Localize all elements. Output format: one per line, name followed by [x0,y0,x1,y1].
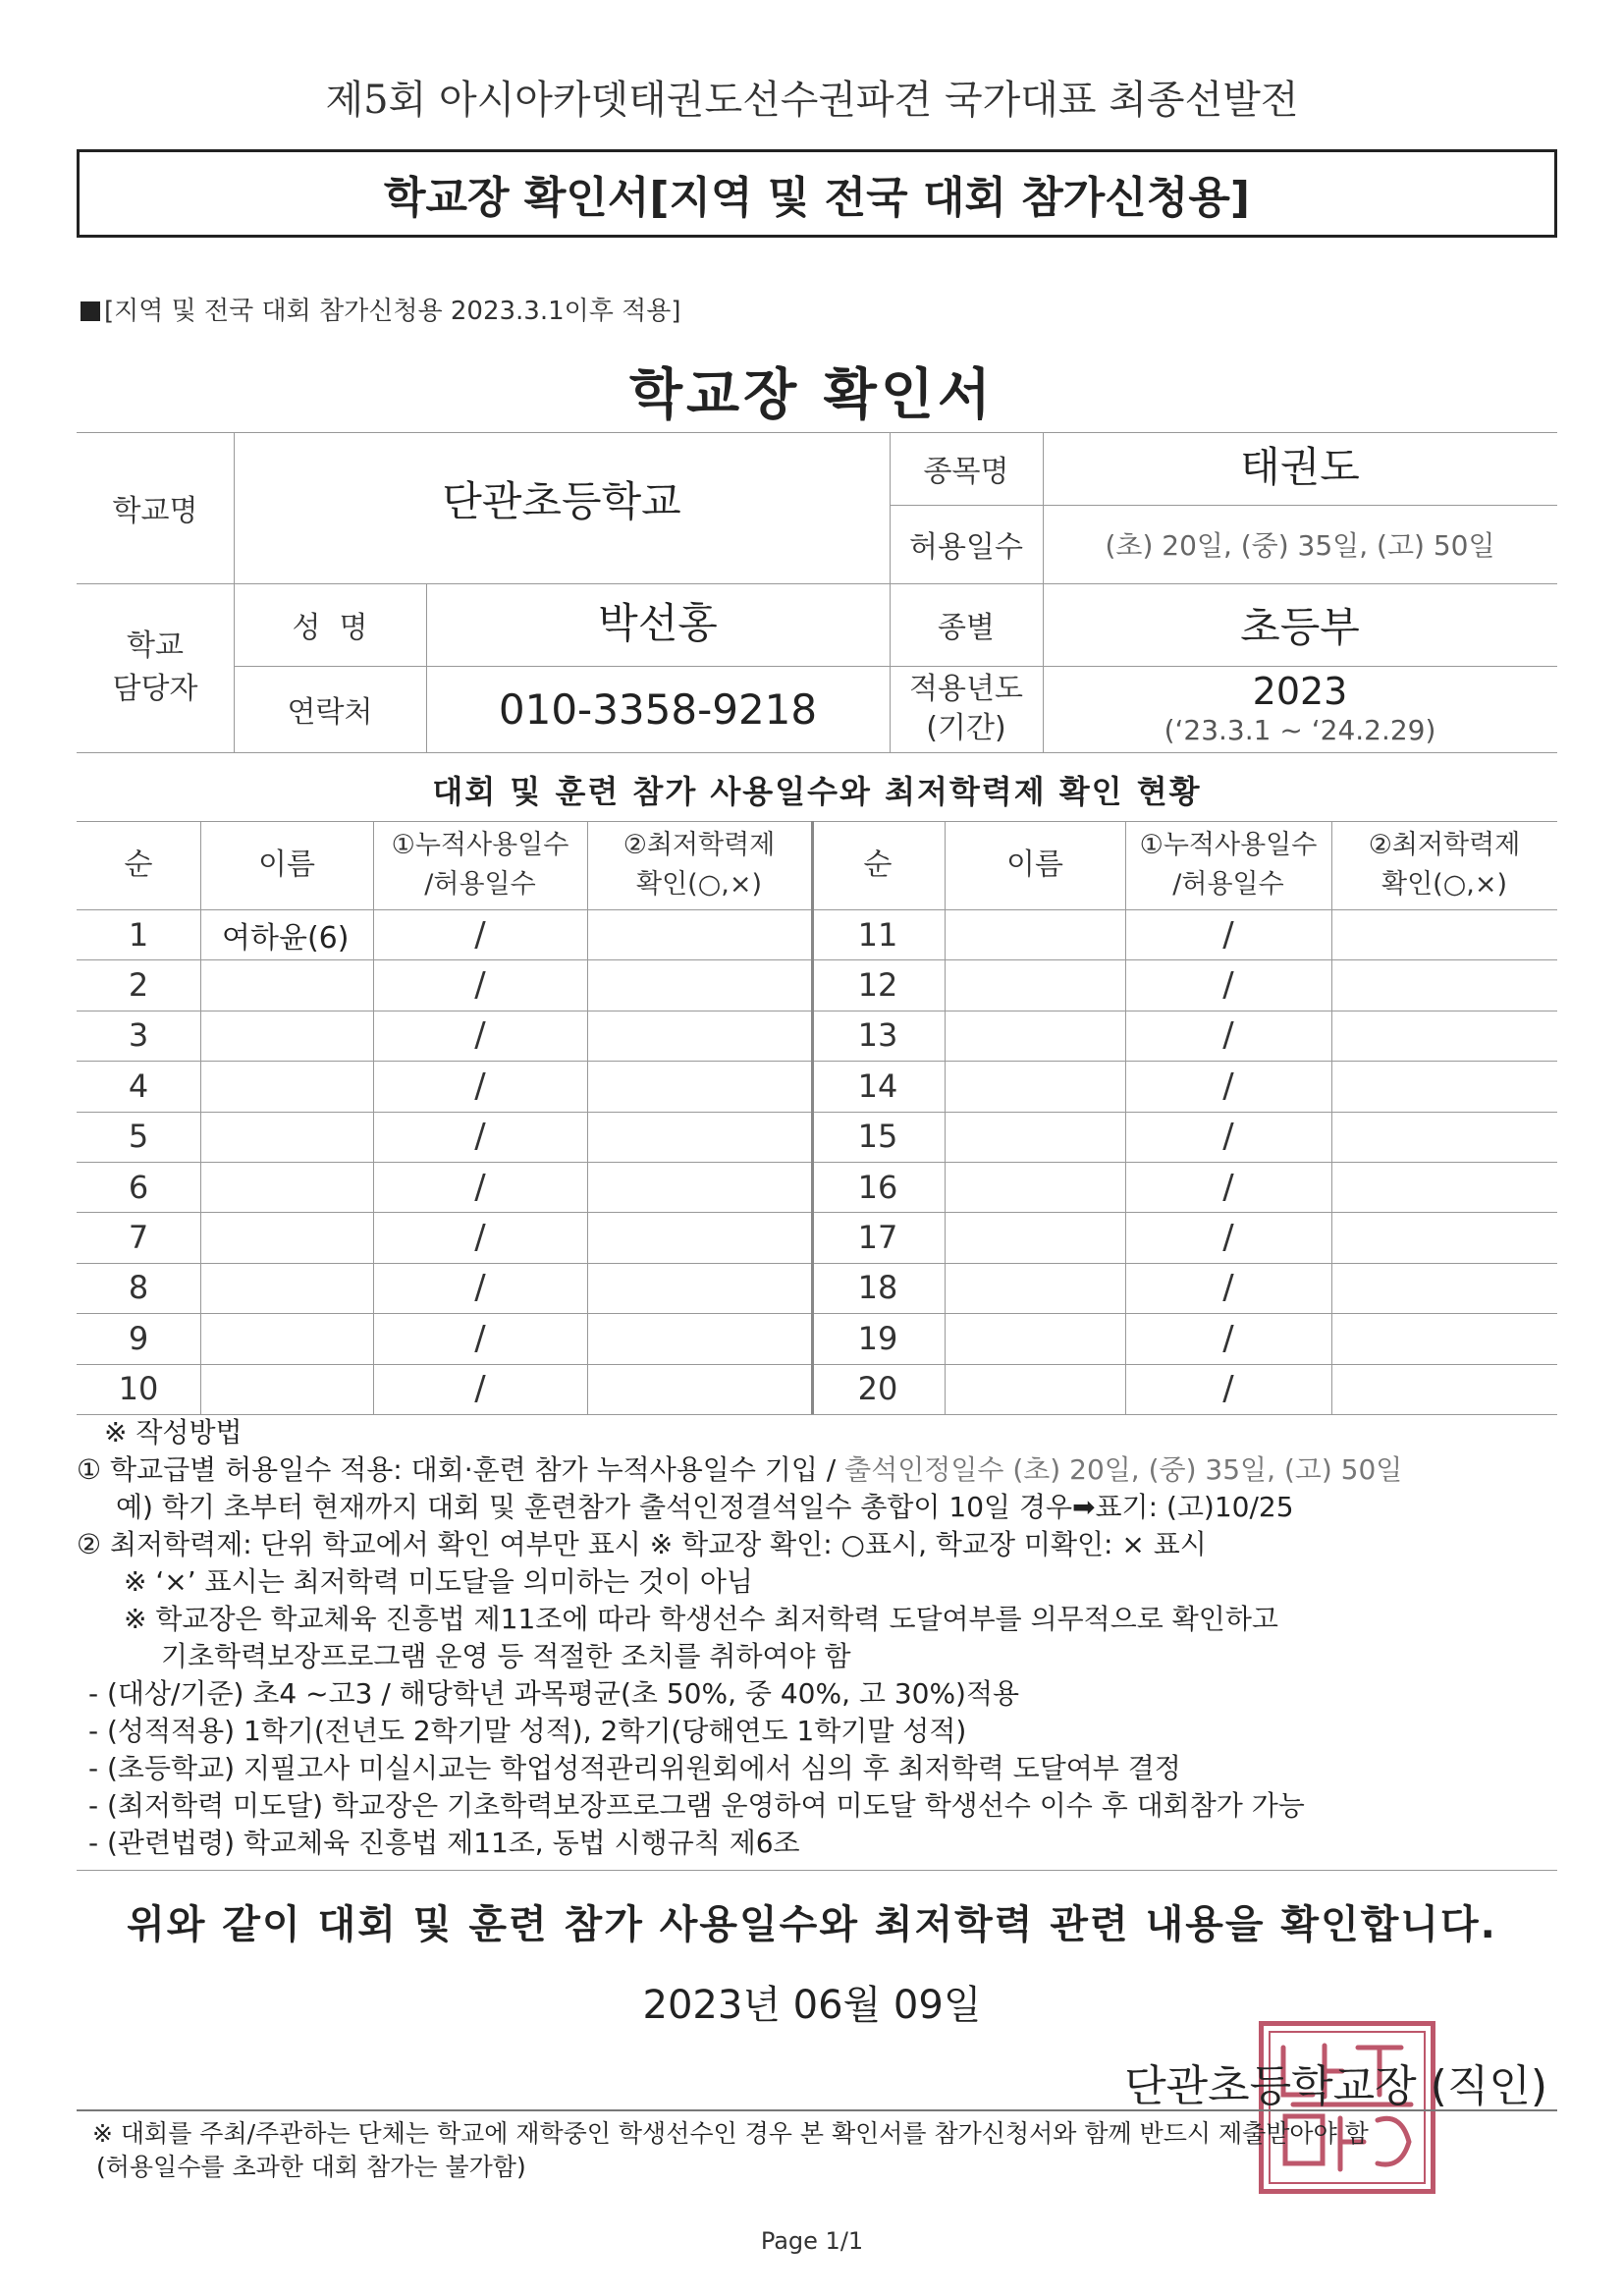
days-ratio-slash: / [1222,1318,1234,1358]
col-days-header: ①누적사용일수 /허용일수 [391,830,569,900]
row-number: 6 [128,1168,149,1206]
participant-name [945,1011,1125,1061]
row-number: 5 [128,1118,149,1156]
row-number: 13 [857,1016,898,1055]
contact-value: 010-3358-9218 [498,684,818,734]
square-bullet-icon [81,301,100,321]
participant-name [200,1011,373,1061]
participant-name [200,959,373,1010]
allowed-days-label: 허용일수 [909,530,1023,565]
row-number: 1 [128,915,149,954]
participant-name [200,1212,373,1262]
note-2b-cont: 기초학력보장프로그램 운영 등 적절한 조치를 취하여야 함 [161,1640,851,1672]
participant-name [945,909,1125,959]
participant-name: 여하윤(6) [222,920,350,956]
note-2b: ※ 학교장은 학교체육 진흥법 제11조에 따라 학생선수 최저학력 도달여부를 의무적으로 확인하고 [124,1603,1278,1635]
row-number: 15 [857,1118,898,1156]
row-number: 10 [118,1370,159,1408]
participant-name [200,1263,373,1313]
days-ratio-slash: / [474,1268,486,1308]
apply-year-cell [1043,666,1557,752]
col-check-header: ②최저학력제 확인(○,×) [623,830,776,900]
apply-period-value: (‘23.3.1 ~ ‘24.2.29) [1164,714,1436,746]
days-ratio-slash: / [474,1218,486,1258]
row-number: 8 [128,1269,149,1307]
submission-note-line-2: (허용일수를 초과한 대회 참가는 불가함) [96,2153,526,2181]
row-number: 12 [857,966,898,1005]
col-no-header: 순 [124,847,153,882]
row-number: 14 [857,1066,898,1105]
participant-name [200,1162,373,1212]
col-name-header-right: 이름 [1006,847,1063,882]
days-ratio-slash: / [1222,1117,1234,1157]
days-ratio-slash: / [474,965,486,1006]
row-number: 7 [128,1219,149,1257]
days-ratio-slash: / [1222,1268,1234,1308]
allowed-days-value: (초) 20일, (중) 35일, (고) 50일 [1105,529,1495,562]
document-title: 학교장 확인서[지역 및 전국 대회 참가신청용] [384,173,1250,223]
row-number: 3 [128,1016,149,1055]
participant-name [945,1313,1125,1363]
row-number: 4 [128,1066,149,1105]
participant-name [945,1364,1125,1414]
document-title-box [77,149,1557,238]
event-title: 제5회 아시아카뎃태권도선수권파견 국가대표 최종선발전 [325,78,1299,123]
participant-name [945,1263,1125,1313]
staff-label: 학교 담당자 [112,629,198,706]
row-number: 2 [128,966,149,1005]
participant-name [945,1162,1125,1212]
days-ratio-slash: / [1222,965,1234,1006]
issue-date: 2023년 06월 09일 [642,1983,982,2028]
detail-5: - (관련법령) 학교체육 진흥법 제11조, 동법 시행규칙 제6조 [88,1827,800,1859]
days-ratio-slash: / [1222,1167,1234,1207]
notes-title: ※ 작성방법 [104,1416,243,1449]
participant-name [945,1212,1125,1262]
days-ratio-slash: / [474,1369,486,1409]
row-number: 17 [857,1219,898,1257]
detail-3: - (초등학교) 지필고사 미실시교는 학업성적관리위원회에서 심의 후 최저학력 도달여부 결정 [88,1752,1181,1784]
days-ratio-slash: / [474,1066,486,1106]
submission-note [92,2117,1369,2184]
col-days-header-right: ①누적사용일수 /허용일수 [1139,830,1318,900]
apply-year-value: 2023 [1252,670,1348,713]
writing-instructions [77,1414,1569,1862]
row-number: 18 [857,1269,898,1307]
school-name-label: 학교명 [112,494,198,528]
note-1-gray: 출석인정일수 (초) 20일, (중) 35일, (고) 50일 [844,1453,1403,1486]
form-notice-text: [지역 및 전국 대회 참가신청용 2023.3.1이후 적용] [104,297,681,326]
col-check-header-right: ②최저학력제 확인(○,×) [1368,830,1521,900]
days-ratio-slash: / [1222,1015,1234,1056]
row-number: 20 [857,1370,898,1408]
participant-name [200,1364,373,1414]
division-value: 초등부 [1240,603,1360,651]
row-number: 9 [128,1319,149,1357]
detail-2: - (성적적용) 1학기(전년도 2학기말 성적), 2학기(당해연도 1학기말 성적) [88,1715,967,1747]
person-name-value: 박선홍 [598,599,718,647]
event-name-label: 종목명 [923,455,1009,489]
row-number: 11 [857,915,898,954]
note-2a: ※ ‘×’ 표시는 최저학력 미도달을 의미하는 것이 아님 [124,1565,753,1598]
event-name-value: 태권도 [1240,443,1360,491]
person-name-label: 성 명 [292,611,368,645]
submission-note-line-1: ※ 대회를 주최/주관하는 단체는 학교에 재학중인 학생선수인 경우 본 확인서를 참가신청서와 함께 반드시 제출받아야 함 [92,2119,1369,2148]
contact-label: 연락처 [287,695,373,730]
signer-name: 단관초등학교장 (직인) [1124,2061,1547,2111]
days-ratio-slash: / [474,1318,486,1358]
note-2: ② 최저학력제: 단위 학교에서 확인 여부만 표시 ※ 학교장 확인: ○표시, 학교장 미확인: × 표시 [77,1528,1207,1560]
participant-name [945,959,1125,1010]
page-number: Page 1/1 [760,2227,864,2255]
participant-name [200,1061,373,1111]
school-name-value: 단관초등학교 [442,477,681,525]
days-ratio-slash: / [474,1015,486,1056]
participant-name [945,1061,1125,1111]
main-title: 학교장 확인서 [628,363,996,427]
days-ratio-slash: / [1222,1066,1234,1106]
division-label: 종별 [938,611,995,645]
participants-heading: 대회 및 훈련 참가 사용일수와 최저학력제 확인 현황 [432,773,1202,810]
days-ratio-slash: / [474,1117,486,1157]
confirmation-statement: 위와 같이 대회 및 훈련 참가 사용일수와 최저학력 관련 내용을 확인합니다. [127,1902,1497,1947]
participant-name [200,1112,373,1162]
note-1 [77,1451,1569,1489]
col-no-header-right: 순 [863,847,893,882]
apply-year-label: 적용년도 (기간) [909,672,1023,745]
row-number: 16 [857,1168,898,1206]
col-name-header: 이름 [258,847,315,882]
detail-4: - (최저학력 미도달) 학교장은 기초학력보장프로그램 운영하여 미도달 학생선수 이수 후 대회참가 가능 [88,1789,1305,1822]
days-ratio-slash: / [474,914,486,955]
days-ratio-slash: / [474,1167,486,1207]
form-notice [81,291,681,327]
row-number: 19 [857,1319,898,1357]
note-1-text: ① 학교급별 허용일수 적용: 대회·훈련 참가 누적사용일수 기입 / [77,1453,845,1486]
participant-name [945,1112,1125,1162]
participant-name [200,1313,373,1363]
days-ratio-slash: / [1222,914,1234,955]
days-ratio-slash: / [1222,1218,1234,1258]
days-ratio-slash: / [1222,1369,1234,1409]
note-1-example: 예) 학기 초부터 현재까지 대회 및 훈련참가 출석인정결석일수 총합이 10일 경우➡표기: (고)10/25 [116,1491,1294,1523]
detail-1: - (대상/기준) 초4 ~고3 / 해당학년 과목평균(초 50%, 중 40%, 고 30%)적용 [88,1677,1020,1710]
